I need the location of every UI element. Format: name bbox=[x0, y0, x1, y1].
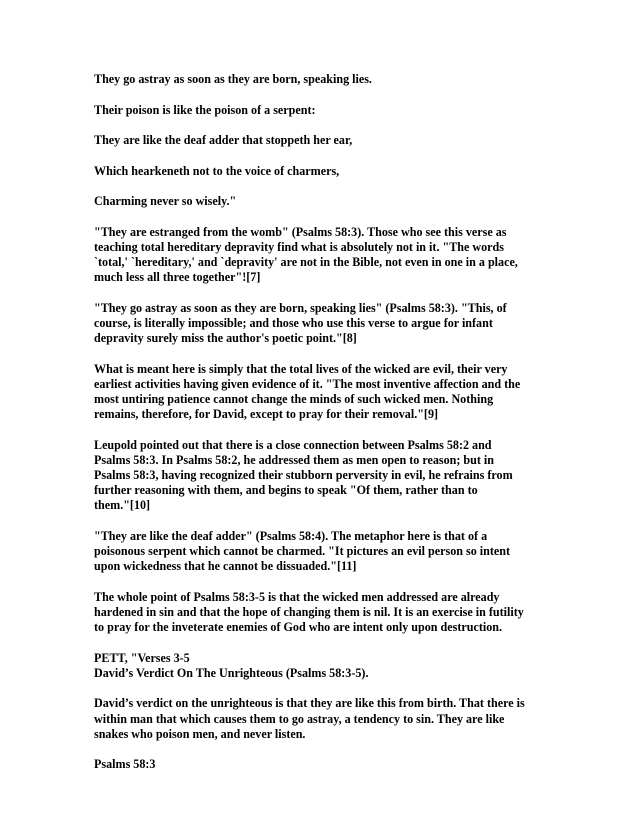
paragraph bbox=[94, 757, 546, 772]
text-line: "They are estranged from the womb" (Psalms 58:3). Those who see this verse as bbox=[94, 224, 507, 239]
paragraph bbox=[94, 651, 546, 681]
paragraph bbox=[94, 438, 546, 514]
text-line: Psalms 58:3 bbox=[94, 757, 156, 772]
paragraph bbox=[94, 72, 546, 87]
text-line: Leupold pointed out that there is a close connection between Psalms 58:2 and bbox=[94, 437, 492, 452]
text-line: teaching total hereditary depravity find what is absolutely not in it. "The words bbox=[94, 239, 504, 254]
text-line: Psalms 58:3. In Psalms 58:2, he addressed them as men open to reason; but in bbox=[94, 452, 495, 467]
text-line: Which hearkeneth not to the voice of charmers, bbox=[94, 163, 340, 178]
text-line: David’s verdict on the unrighteous is that they are like this from birth. That there is bbox=[94, 696, 525, 711]
text-line: them."[10] bbox=[94, 498, 151, 513]
text-line: "They are like the deaf adder" (Psalms 58:4). The metaphor here is that of a bbox=[94, 528, 488, 543]
paragraph bbox=[94, 696, 546, 742]
text-line: remains, therefore, for David, except to pray for their removal."[9] bbox=[94, 407, 439, 422]
text-line: depravity surely miss the author's poetic point."[8] bbox=[94, 331, 357, 346]
text-line: further reasoning with them, and begins to speak "Of them, rather than to bbox=[94, 483, 478, 498]
paragraph bbox=[94, 301, 546, 347]
document-page bbox=[94, 72, 546, 788]
text-line: They go astray as soon as they are born, speaking lies. bbox=[94, 72, 372, 86]
text-line: They are like the deaf adder that stoppeth her ear, bbox=[94, 133, 353, 147]
paragraph bbox=[94, 133, 546, 148]
text-line: What is meant here is simply that the total lives of the wicked are evil, their very bbox=[94, 361, 508, 376]
text-line: earliest activities having given evidence of it. "The most inventive affection and the bbox=[94, 376, 521, 391]
text-line: Charming never so wisely." bbox=[94, 194, 237, 208]
paragraph bbox=[94, 194, 546, 209]
paragraph bbox=[94, 225, 546, 286]
paragraph bbox=[94, 103, 546, 118]
text-line: Their poison is like the poison of a serpent: bbox=[94, 102, 316, 117]
text-line: David’s Verdict On The Unrighteous (Psalms 58:3-5). bbox=[94, 665, 369, 680]
text-line: "They go astray as soon as they are born, speaking lies" (Psalms 58:3). "This, of bbox=[94, 300, 507, 315]
paragraph bbox=[94, 362, 546, 423]
paragraph bbox=[94, 529, 546, 575]
text-line: Psalms 58:3, having recognized their stubborn perversity in evil, he refrains from bbox=[94, 468, 513, 483]
paragraph bbox=[94, 164, 546, 179]
text-line: most untiring patience cannot change the minds of such wicked men. Nothing bbox=[94, 391, 494, 406]
text-line: `total,' `hereditary,' and `depravity' are not in the Bible, not even in one in a place, bbox=[94, 254, 518, 269]
text-line: much less all three together"![7] bbox=[94, 270, 261, 285]
paragraph bbox=[94, 590, 546, 636]
text-line: The whole point of Psalms 58:3-5 is that the wicked men addressed are already bbox=[94, 589, 500, 604]
text-line: snakes who poison men, and never listen. bbox=[94, 726, 306, 741]
text-line: course, is literally impossible; and those who use this verse to argue for infant bbox=[94, 315, 493, 330]
text-line: within man that which causes them to go astray, a tendency to sin. They are like bbox=[94, 711, 505, 726]
text-line: to pray for the inveterate enemies of God who are intent only upon destruction. bbox=[94, 620, 503, 635]
text-line: hardened in sin and that the hope of changing them is nil. It is an exercise in futility bbox=[94, 605, 524, 620]
text-line: poisonous serpent which cannot be charmed. "It pictures an evil person so intent bbox=[94, 544, 511, 559]
text-line: PETT, "Verses 3-5 bbox=[94, 650, 190, 665]
text-line: upon wickedness that he cannot be dissuaded."[11] bbox=[94, 559, 357, 574]
